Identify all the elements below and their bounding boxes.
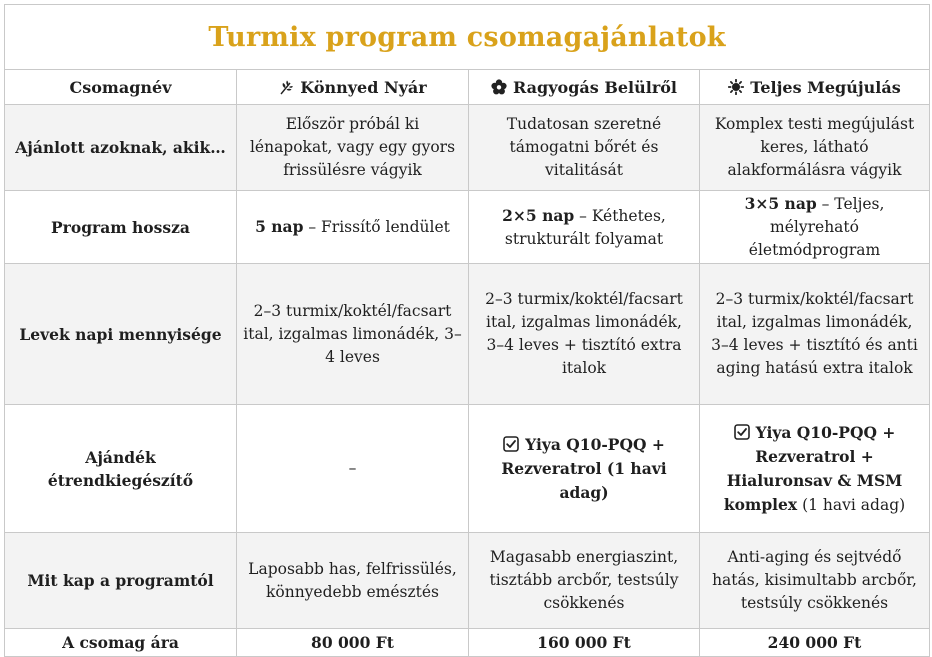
cell-price-ragyogas: 160 000 Ft (469, 629, 700, 657)
row-label: Mit kap a programtól (5, 533, 237, 629)
cell-result-teljes: Anti-aging és sejtvédő hatás, kisimultabb arcbőr, testsúly csökkenés (700, 533, 930, 629)
checkbox-icon (734, 424, 750, 440)
checkbox-icon (503, 436, 519, 452)
row-amount (5, 264, 930, 405)
package-table (4, 4, 930, 657)
cell-amount-teljes: 2–3 turmix/koktél/facsart ital, izgalmas limonádék, 3–4 leves + tisztító és anti aging hatású extra italok (700, 264, 930, 405)
header-label-teljes: Teljes Megújulás (750, 77, 901, 97)
table-title: Turmix program csomagajánlatok (5, 5, 930, 70)
header-col-teljes (700, 70, 930, 105)
cell-amount-ragyogas: 2–3 turmix/koktél/facsart ital, izgalmas limonádék, 3–4 leves + tisztító extra italok (469, 264, 700, 405)
row-label: Levek napi mennyisége (5, 264, 237, 405)
row-label: Ajándék étrendkiegészítő (5, 405, 237, 533)
cell-audience-ragyogas: Tudatosan szeretné támogatni bőrét és vitalitását (469, 105, 700, 191)
package-table-container (4, 4, 929, 657)
cell-gift-konnyed: – (237, 405, 469, 533)
row-price (5, 629, 930, 657)
row-label: Program hossza (5, 191, 237, 264)
header-col-name: Csomagnév (5, 70, 237, 105)
row-label: A csomag ára (5, 629, 237, 657)
cell-duration-teljes (700, 191, 930, 264)
cell-duration-konnyed (237, 191, 469, 264)
row-label: Ajánlott azoknak, akik… (5, 105, 237, 191)
row-duration (5, 191, 930, 264)
duration-value: 2×5 nap (502, 205, 575, 225)
duration-desc: – Kéthetes, strukturált folyamat (504, 206, 666, 248)
cell-result-ragyogas: Magasabb energiaszint, tisztább arcbőr, testsúly csökkenés (469, 533, 700, 629)
duration-desc: – Frissítő lendület (303, 218, 450, 236)
gift-product: Yiya Q10-PQQ + Rezveratrol + Hialuronsav & MSM komplex (723, 422, 903, 514)
cell-gift-ragyogas (469, 405, 700, 533)
cell-gift-teljes (700, 405, 930, 533)
cell-audience-teljes: Komplex testi megújulást keres, látható alakformálásra vágyik (700, 105, 930, 191)
cell-price-teljes: 240 000 Ft (700, 629, 930, 657)
duration-value: 3×5 nap (744, 194, 817, 213)
header-row (5, 70, 930, 105)
header-col-konnyed (237, 70, 469, 105)
row-result (5, 533, 930, 629)
cell-amount-konnyed: 2–3 turmix/koktél/facsart ital, izgalmas limonádék, 3–4 leves (237, 264, 469, 405)
duration-desc: – Teljes, mélyreható életmódprogram (748, 195, 885, 259)
gift-product: Yiya Q10-PQQ + Rezveratrol (1 havi adag) (501, 434, 667, 502)
sun-icon (728, 79, 744, 95)
header-col-ragyogas (469, 70, 700, 105)
header-label-konnyed: Könnyed Nyár (300, 77, 427, 97)
duration-value: 5 nap (255, 217, 304, 236)
flower-icon (491, 79, 507, 95)
cell-audience-konnyed: Először próbál ki lénapokat, vagy egy gyors frissülésre vágyik (237, 105, 469, 191)
cell-duration-ragyogas (469, 191, 700, 264)
cell-price-konnyed: 80 000 Ft (237, 629, 469, 657)
row-gift (5, 405, 930, 533)
wheat-icon (278, 79, 294, 95)
cell-result-konnyed: Laposabb has, felfrissülés, könnyedebb emésztés (237, 533, 469, 629)
gift-amount: (1 havi adag) (797, 495, 906, 514)
header-label-ragyogas: Ragyogás Belülről (513, 77, 677, 97)
row-audience (5, 105, 930, 191)
